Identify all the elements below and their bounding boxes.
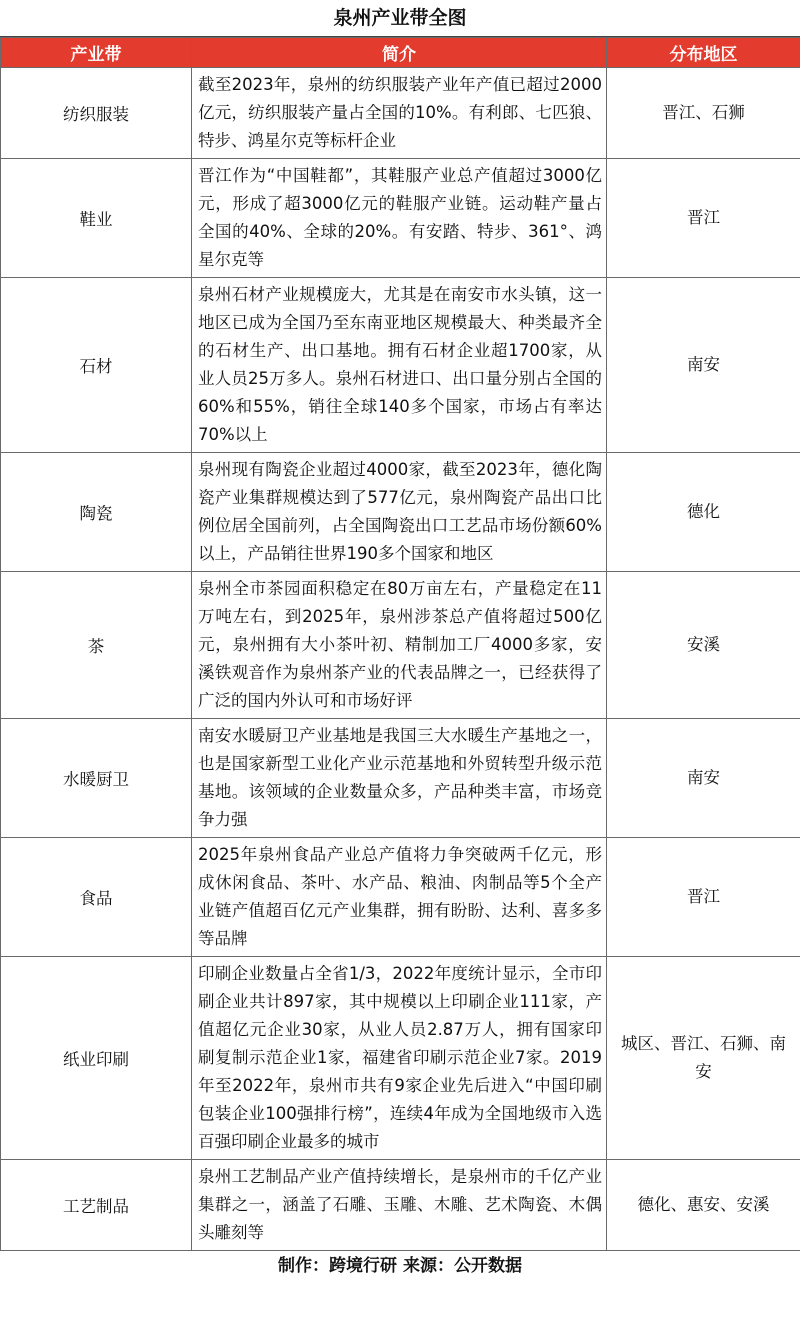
industry-cell: 水暖厨卫 — [1, 719, 192, 838]
region-cell: 南安 — [607, 719, 800, 838]
region-cell: 城区、晋江、石狮、南安 — [607, 957, 800, 1160]
industry-cell: 鞋业 — [1, 159, 192, 278]
industry-table — [0, 37, 800, 1251]
region-cell: 南安 — [607, 278, 800, 453]
header-intro: 简介 — [192, 38, 607, 68]
region-cell: 安溪 — [607, 572, 800, 719]
header-industry: 产业带 — [1, 38, 192, 68]
table-row — [1, 1160, 800, 1251]
table-row — [1, 957, 800, 1160]
industry-cell: 食品 — [1, 838, 192, 957]
intro-cell: 截至2023年，泉州的纺织服装产业年产值已超过2000亿元，纺织服装产量占全国的10%。有利郎、七匹狼、特步、鸿星尔克等标杆企业 — [192, 68, 607, 159]
page-title: 泉州产业带全图 — [0, 0, 800, 37]
table-header-row — [1, 38, 800, 68]
source-footer: 制作：跨境行研 来源：公开数据 — [278, 1256, 522, 1276]
intro-cell: 泉州全市茶园面积稳定在80万亩左右，产量稳定在11万吨左右，到2025年，泉州涉茶总产值将超过500亿元，泉州拥有大小茶叶初、精制加工厂4000多家，安溪铁观音作为泉州茶产业的代表品牌之一，已经获得了广泛的国内外认可和市场好评 — [192, 572, 607, 719]
industry-cell: 石材 — [1, 278, 192, 453]
table-row — [1, 838, 800, 957]
table-row — [1, 278, 800, 453]
industry-cell: 茶 — [1, 572, 192, 719]
intro-cell: 泉州现有陶瓷企业超过4000家，截至2023年，德化陶瓷产业集群规模达到了577亿元，泉州陶瓷产品出口比例位居全国前列，占全国陶瓷出口工艺品市场份额60%以上，产品销往世界190多个国家和地区 — [192, 453, 607, 572]
table-row — [1, 68, 800, 159]
industry-cell: 工艺制品 — [1, 1160, 192, 1251]
intro-cell: 泉州工艺制品产业产值持续增长，是泉州市的千亿产业集群之一，涵盖了石雕、玉雕、木雕、艺术陶瓷、木偶头雕刻等 — [192, 1160, 607, 1251]
industry-cell: 纸业印刷 — [1, 957, 192, 1160]
industry-cell: 纺织服装 — [1, 68, 192, 159]
region-cell: 晋江 — [607, 159, 800, 278]
table-row — [1, 453, 800, 572]
table-row — [1, 572, 800, 719]
intro-cell: 泉州石材产业规模庞大，尤其是在南安市水头镇，这一地区已成为全国乃至东南亚地区规模最大、种类最齐全的石材生产、出口基地。拥有石材企业超1700家，从业人员25万多人。泉州石材进口、出口量分别占全国的60%和55%，销往全球140多个国家，市场占有率达70%以上 — [192, 278, 607, 453]
intro-cell: 印刷企业数量占全省1/3，2022年度统计显示，全市印刷企业共计897家，其中规模以上印刷企业111家，产值超亿元企业30家，从业人员2.87万人，拥有国家印刷复制示范企业1家，福建省印刷示范企业7家。2019年至2022年，泉州市共有9家企业先后进入“中国印刷包装企业100强排行榜”，连续4年成为全国地级市入选百强印刷企业最多的城市 — [192, 957, 607, 1160]
region-cell: 德化、惠安、安溪 — [607, 1160, 800, 1251]
industry-cell: 陶瓷 — [1, 453, 192, 572]
table-row — [1, 719, 800, 838]
intro-cell: 南安水暖厨卫产业基地是我国三大水暖生产基地之一，也是国家新型工业化产业示范基地和外贸转型升级示范基地。该领域的企业数量众多，产品种类丰富，市场竞争力强 — [192, 719, 607, 838]
intro-cell: 2025年泉州食品产业总产值将力争突破两千亿元，形成休闲食品、茶叶、水产品、粮油、肉制品等5个全产业链产值超百亿元产业集群，拥有盼盼、达利、喜多多等品牌 — [192, 838, 607, 957]
header-region: 分布地区 — [607, 38, 800, 68]
region-cell: 德化 — [607, 453, 800, 572]
region-cell: 晋江、石狮 — [607, 68, 800, 159]
region-cell: 晋江 — [607, 838, 800, 957]
intro-cell: 晋江作为“中国鞋都”，其鞋服产业总产值超过3000亿元，形成了超3000亿元的鞋服产业链。运动鞋产量占全国的40%、全球的20%。有安踏、特步、361°、鸿星尔克等 — [192, 159, 607, 278]
table-row — [1, 159, 800, 278]
